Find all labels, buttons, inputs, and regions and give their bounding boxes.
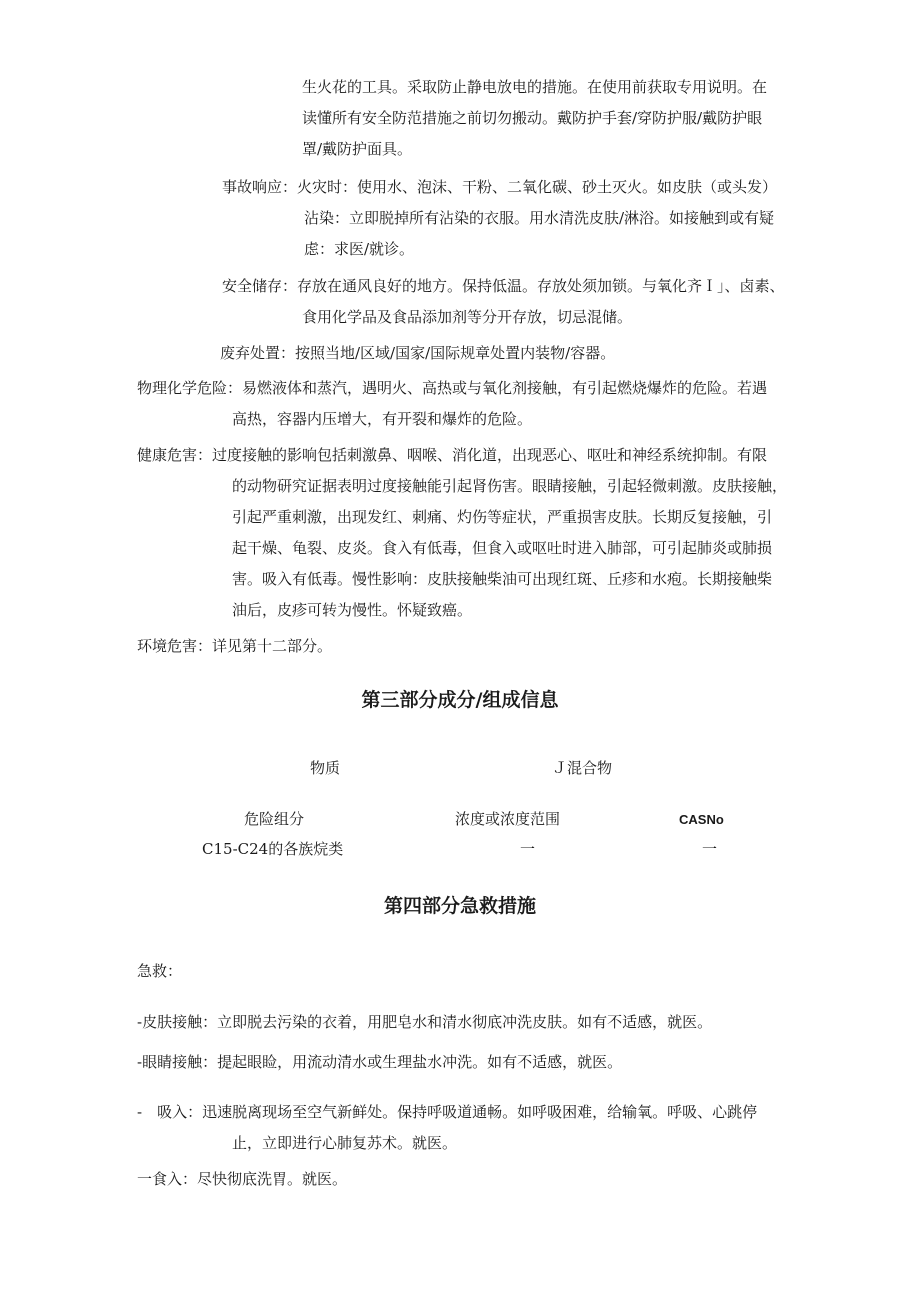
section3-title: 第三部分成分/组成信息 [361,689,559,711]
response-line: 事故响应：火灾时：使用水、泡沫、干粉、二氧化碳、砂土灭火。如皮肤（或头发） [222,178,778,196]
prevention-line: 读懂所有安全防范措施之前切勿搬动。戴防护手套/穿防护服/戴防护眼 [302,109,763,127]
list-item: 止，立即进行心肺复苏术。就医。 [232,1134,458,1152]
table-cell: C15-C24的各族烷类 [202,840,344,858]
health-hazard-line: 引起严重刺激，出现发红、刺痛、灼伤等症状，严重损害皮肤。长期反复接触，引 [232,508,773,526]
prevention-line: 生火花的工具。采取防止静电放电的措施。在使用前获取专用说明。在 [302,78,768,96]
table-cell: 一 [702,840,718,858]
health-hazard-line: 的动物研究证据表明过度接触能引起肾伤害。眼睛接触，引起轻微刺激。皮肤接触， [232,477,788,495]
section4-title: 第四部分急救措施 [383,895,536,917]
health-hazard-line: 起干燥、龟裂、皮炎。食入有低毒，但食入或呕吐时进入肺部，可引起肺炎或肺损 [232,539,773,557]
env-hazard-line: 环境危害：详见第十二部分。 [137,637,333,655]
list-item: - 吸入：迅速脱离现场至空气新鲜处。保持呼吸道通畅。如呼吸困难，给输氧。呼吸、心跳停 [137,1103,758,1121]
storage-line: 安全储存：存放在通风良好的地方。保持低温。存放处须加锁。与氧化齐Ｉ」、卤素、 [222,277,785,295]
physical-hazard-line: 高热，容器内压增大，有开裂和爆炸的危险。 [232,410,533,428]
physical-hazard-line: 物理化学危险：易燃液体和蒸汽，遇明火、高热或与氧化剂接触，有引起燃烧爆炸的危险。若遇 [137,379,768,397]
prevention-line: 罩/戴防护面具。 [302,140,413,158]
health-hazard-line: 油后，皮疹可转为慢性。怀疑致癌。 [232,601,473,619]
table-header: CASNo [679,812,724,827]
list-item: -眼睛接触：提起眼睑，用流动清水或生理盐水冲洗。如有不适感，就医。 [137,1053,623,1071]
response-line: 虑：求医/就诊。 [304,240,415,258]
substance-value: Ｊ混合物 [552,759,613,777]
substance-label: 物质 [310,759,341,777]
table-cell: 一 [520,840,536,858]
list-item: -皮肤接触：立即脱去污染的衣着，用肥皂水和清水彻底冲洗皮肤。如有不适感，就医。 [137,1013,713,1031]
health-hazard-line: 健康危害：过度接触的影响包括刺激鼻、咽喉、消化道，出现恶心、呕吐和神经系统抑制。有限 [137,446,768,464]
list-item: 一食入：尽快彻底洗胃。就医。 [137,1170,348,1188]
table-header: 浓度或浓度范围 [455,810,561,828]
first-aid-intro: 急救： [137,962,183,980]
response-line: 沾染：立即脱掉所有沾染的衣服。用水清洗皮肤/淋浴。如接触到或有疑 [304,209,775,227]
disposal-line: 废弃处置：按照当地/区域/国家/国际规章处置内装物/容器。 [220,344,616,362]
health-hazard-line: 害。吸入有低毒。慢性影响：皮肤接触柴油可出现红斑、丘疹和水疱。长期接触柴 [232,570,773,588]
table-header: 危险组分 [244,810,305,828]
storage-line: 食用化学品及食品添加剂等分开存放，切忌混储。 [302,308,633,326]
